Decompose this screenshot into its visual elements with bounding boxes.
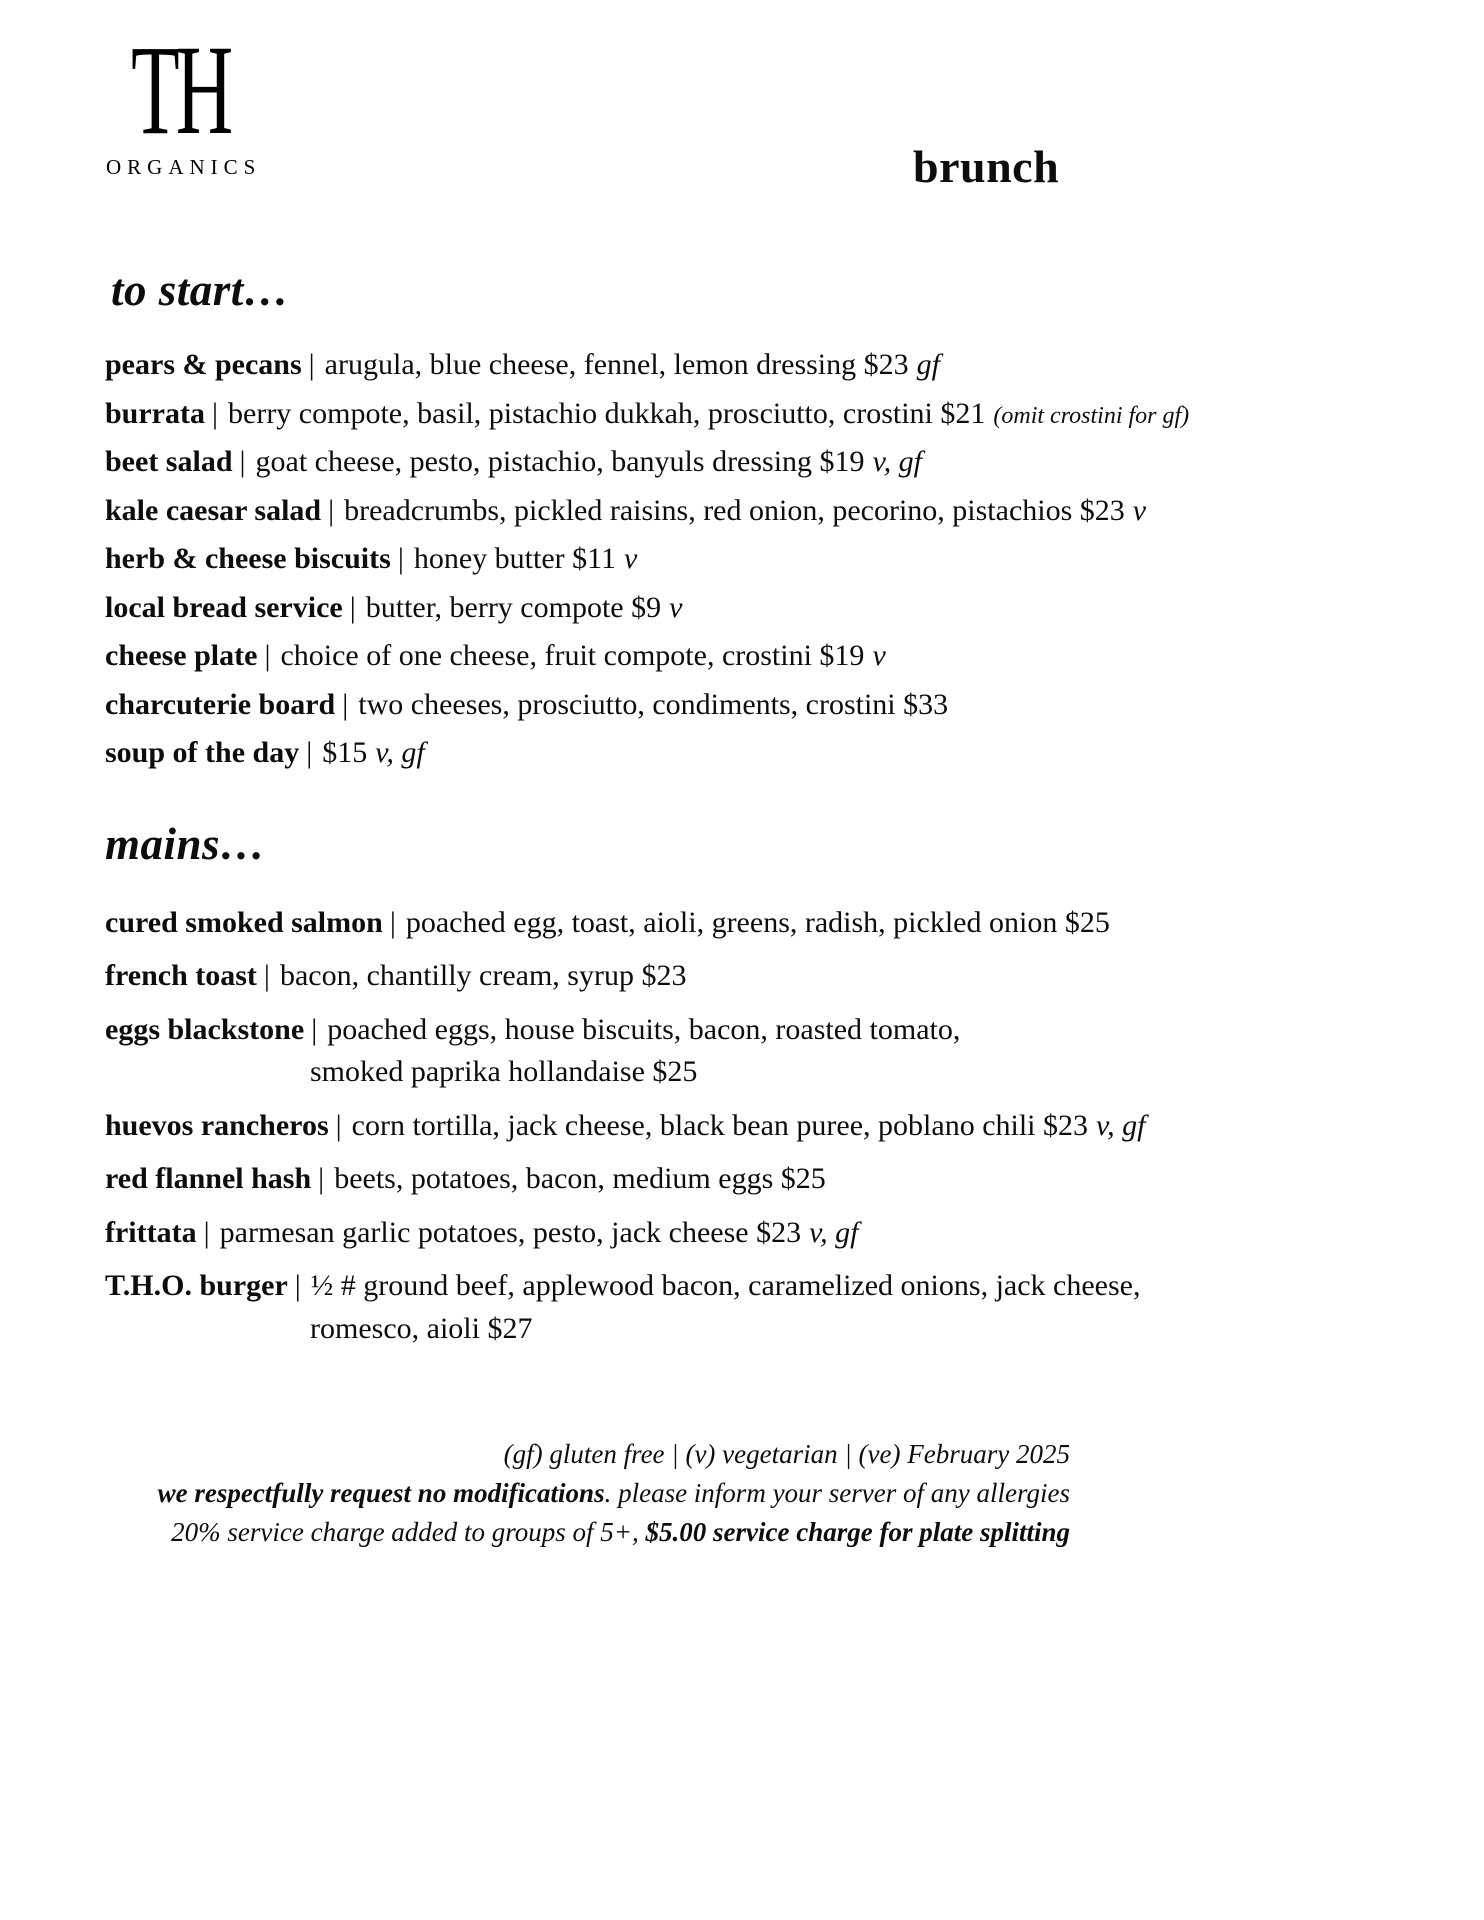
item-name: T.H.O. burger bbox=[105, 1269, 288, 1302]
section-mains bbox=[105, 818, 1424, 1348]
pipe-separator: | bbox=[308, 348, 315, 381]
item-name: local bread service bbox=[105, 590, 343, 624]
pipe-separator: | bbox=[311, 1012, 318, 1046]
diet-tags: v bbox=[872, 639, 886, 672]
menu-content bbox=[0, 264, 1484, 1347]
item-name: eggs blackstone bbox=[105, 1012, 305, 1046]
item-name: charcuterie board bbox=[105, 687, 336, 721]
item-description: berry compote, basil, pistachio dukkah, prosciutto, crostini $21 bbox=[228, 396, 986, 430]
footer-legend bbox=[0, 1435, 1070, 1474]
pipe-separator: | bbox=[239, 445, 246, 478]
item-name: cheese plate bbox=[105, 639, 258, 672]
pipe-separator: | bbox=[203, 1215, 210, 1249]
item-description: breadcrumbs, pickled raisins, red onion, pecorino, pistachios $23 bbox=[344, 493, 1125, 527]
item-name: cured smoked salmon bbox=[105, 905, 383, 939]
item-description-line2: romesco, aioli $27 bbox=[310, 1311, 533, 1345]
pipe-separator: | bbox=[328, 493, 335, 527]
item-description: arugula, blue cheese, fennel, lemon dressing $23 bbox=[324, 348, 909, 381]
item-description: choice of one cheese, fruit compote, crostini $19 bbox=[280, 639, 865, 672]
item-description: poached egg, toast, aioli, greens, radish, pickled onion $25 bbox=[405, 905, 1110, 939]
item-description-line2: smoked paprika hollandaise $25 bbox=[310, 1055, 698, 1088]
menu-item bbox=[105, 1011, 1424, 1091]
footer-modifications-note bbox=[0, 1474, 1070, 1513]
item-description: honey butter $11 bbox=[413, 542, 617, 575]
pipe-separator: | bbox=[318, 1162, 325, 1195]
section-items bbox=[105, 346, 1424, 772]
item-name: pears & pecans bbox=[105, 348, 302, 381]
pipe-separator: | bbox=[342, 687, 349, 721]
allergies-text: . please inform your server of any allergies bbox=[604, 1478, 1070, 1508]
pipe-separator: | bbox=[389, 905, 396, 939]
header bbox=[0, 0, 1484, 230]
diet-tags: v bbox=[624, 542, 638, 575]
pipe-separator: | bbox=[335, 1108, 342, 1142]
pipe-separator: | bbox=[349, 590, 356, 624]
diet-tags: v, gf bbox=[375, 736, 425, 769]
item-name: huevos rancheros bbox=[105, 1108, 329, 1142]
item-description: beets, potatoes, bacon, medium eggs $25 bbox=[334, 1162, 826, 1195]
menu-item bbox=[105, 589, 1424, 627]
diet-tags: v, gf bbox=[872, 445, 922, 478]
menu-item bbox=[105, 637, 1424, 675]
menu-item bbox=[105, 686, 1424, 724]
pipe-separator: | bbox=[294, 1269, 301, 1302]
item-note: (omit crostini for gf) bbox=[993, 402, 1190, 429]
item-name: frittata bbox=[105, 1215, 197, 1249]
menu-item bbox=[105, 540, 1424, 578]
menu-item bbox=[105, 1214, 1424, 1252]
section-items bbox=[105, 904, 1424, 1348]
footer bbox=[0, 1435, 1484, 1552]
pipe-separator: | bbox=[306, 736, 313, 769]
pipe-separator: | bbox=[263, 959, 270, 992]
diet-tags: v, gf bbox=[809, 1215, 859, 1249]
section-title: to start… bbox=[111, 265, 290, 315]
diet-tags: v bbox=[1132, 493, 1147, 527]
menu-item bbox=[105, 443, 1424, 481]
diet-tags: v bbox=[669, 590, 683, 624]
menu-item bbox=[105, 346, 1424, 384]
restaurant-logo bbox=[100, 19, 262, 180]
section-title: mains… bbox=[105, 818, 266, 869]
item-name: red flannel hash bbox=[105, 1162, 312, 1195]
menu-item bbox=[105, 957, 1424, 995]
item-name: herb & cheese biscuits bbox=[105, 542, 391, 575]
item-description: corn tortilla, jack cheese, black bean puree, poblano chili $23 bbox=[351, 1108, 1089, 1142]
legend-text: (gf) gluten free | (v) vegetarian | (ve) February 2025 bbox=[503, 1439, 1070, 1469]
menu-item bbox=[105, 1267, 1424, 1347]
item-name: beet salad bbox=[105, 445, 233, 478]
item-name: burrata bbox=[105, 396, 205, 430]
page-title: brunch bbox=[913, 141, 1060, 192]
item-name: soup of the day bbox=[105, 736, 300, 769]
plate-splitting-charge-text: $5.00 service charge for plate splitting bbox=[645, 1517, 1070, 1547]
item-description: two cheeses, prosciutto, condiments, crostini $33 bbox=[358, 687, 949, 721]
item-description: goat cheese, pesto, pistachio, banyuls dressing $19 bbox=[255, 445, 865, 478]
item-description: poached eggs, house biscuits, bacon, roasted tomato, bbox=[327, 1012, 961, 1046]
logo-wordmark: ORGANICS bbox=[106, 154, 262, 179]
menu-item bbox=[105, 734, 1424, 772]
pipe-separator: | bbox=[264, 639, 271, 672]
diet-tags: gf bbox=[916, 348, 940, 381]
menu-item bbox=[105, 395, 1424, 433]
menu-item bbox=[105, 492, 1424, 530]
menu-item bbox=[105, 904, 1424, 942]
item-description: bacon, chantilly cream, syrup $23 bbox=[279, 959, 687, 992]
pipe-separator: | bbox=[397, 542, 404, 575]
group-charge-text: 20% service charge added to groups of 5+, bbox=[171, 1517, 646, 1547]
item-description: butter, berry compote $9 bbox=[365, 590, 662, 624]
item-name: kale caesar salad bbox=[105, 493, 322, 527]
pipe-separator: | bbox=[212, 396, 219, 430]
no-modifications-text: we respectfully request no modifications bbox=[157, 1478, 605, 1508]
item-description: ½ # ground beef, applewood bacon, caramelized onions, jack cheese, bbox=[310, 1269, 1141, 1302]
menu-item bbox=[105, 1160, 1424, 1198]
diet-tags: v, gf bbox=[1096, 1108, 1146, 1142]
item-name: french toast bbox=[105, 959, 257, 992]
footer-service-charge-note bbox=[0, 1513, 1070, 1552]
item-description: $15 bbox=[322, 736, 368, 769]
section-to-start bbox=[105, 264, 1424, 772]
menu-item bbox=[105, 1107, 1424, 1145]
item-description: parmesan garlic potatoes, pesto, jack cheese $23 bbox=[219, 1215, 802, 1249]
logo-monogram: TH bbox=[130, 19, 230, 161]
